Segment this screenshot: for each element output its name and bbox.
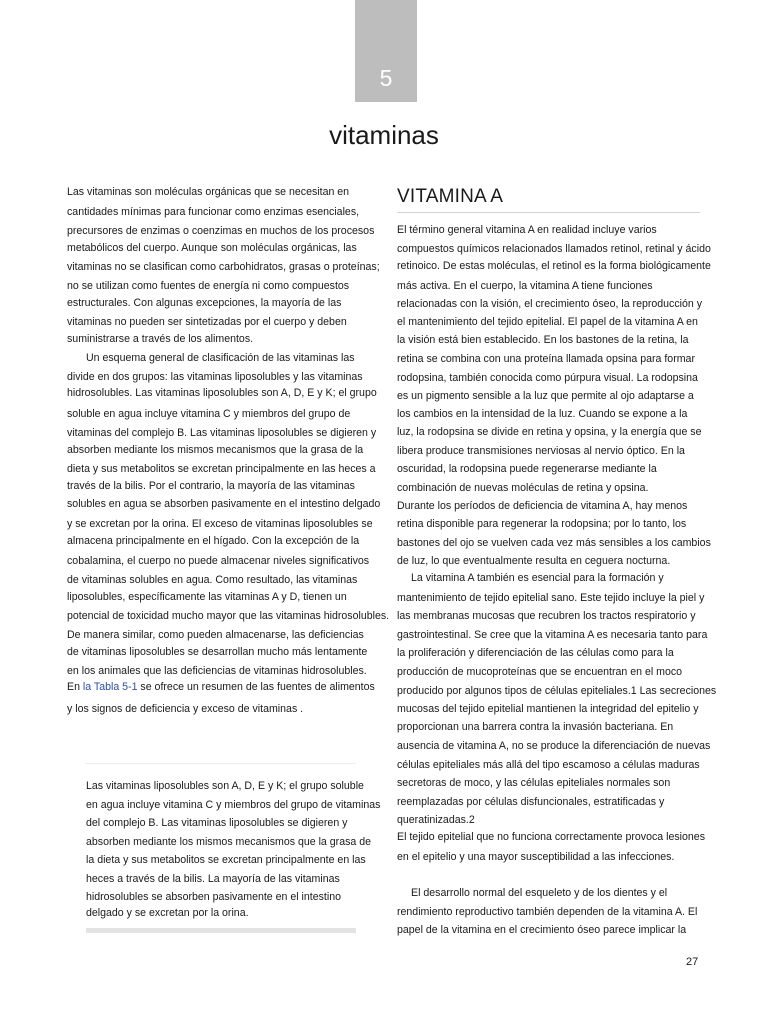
right-line: secretoras de moco, y las células epiteliales normales son xyxy=(397,777,671,789)
right-line: rodopsina, también conocida como púrpura visual. La rodopsina xyxy=(397,372,698,384)
right-line: la proliferación y diferenciación de las células como para la xyxy=(397,647,674,659)
left-line: no se utilizan como fuentes de energía ni como compuestos xyxy=(67,280,350,292)
callout-line: heces a través de la bilis. La mayoría de las vitaminas xyxy=(86,873,340,885)
left-line: metabólicos del cuerpo. Aunque son moléculas orgánicas, las xyxy=(67,242,357,254)
right-line: más activa. En el cuerpo, la vitamina A tiene funciones xyxy=(397,280,653,292)
callout-line: en agua incluye vitamina C y miembros del grupo de vitaminas xyxy=(86,799,381,811)
left-line: dieta y sus metabolitos se excretan principalmente en las heces a xyxy=(67,463,376,475)
callout-line: Las vitaminas liposolubles son A, D, E y K; el grupo soluble xyxy=(86,780,364,792)
left-line: Las vitaminas son moléculas orgánicas que se necesitan en xyxy=(67,186,350,198)
left-line: través de la bilis. Por el contrario, la mayoría de las vitaminas xyxy=(67,480,355,492)
left-line: de vitaminas liposolubles se desarrollan mucho más lentamente xyxy=(67,646,368,658)
left-line: hidrosolubles. Las vitaminas liposolubles son A, D, E y K; el grupo xyxy=(67,387,377,399)
left-line: y los signos de deficiencia y exceso de vitaminas . xyxy=(67,703,304,715)
left-line: estructurales. Con algunas excepciones, la mayoría de las xyxy=(67,297,342,309)
left-line: vitaminas del complejo B. Las vitaminas liposolubles se digieren y xyxy=(67,427,377,439)
right-line: retinoico. De estas moléculas, el retinol es la forma biológicamente xyxy=(397,260,711,272)
right-line: El tejido epitelial que no funciona correctamente provoca lesiones xyxy=(397,831,705,843)
left-line: liposolubles, específicamente las vitaminas A y D, tienen un xyxy=(67,591,347,603)
table-5-1-link[interactable]: la Tabla 5-1 xyxy=(82,681,138,693)
right-line: oscuridad, la rodopsina puede regenerarse mediante la xyxy=(397,463,657,475)
right-line: células epiteliales más allá del tipo escamoso a células maduras xyxy=(397,759,700,771)
callout-top-rule xyxy=(86,763,356,764)
right-line: los cambios en la intensidad de la luz. Cuando se expone a la xyxy=(397,408,688,420)
left-line: Un esquema general de clasificación de las vitaminas las xyxy=(86,352,355,364)
right-line: retina se combina con una proteína llamada opsina para formar xyxy=(397,353,695,365)
left-line: suministrarse a través de los alimentos. xyxy=(67,333,254,345)
right-line: gastrointestinal. Se cree que la vitamina A es necesaria tanto para xyxy=(397,629,708,641)
callout-line: hidrosolubles se absorben pasivamente en el intestino xyxy=(86,891,342,903)
right-line: combinación de nuevas moléculas de retina y opsina. xyxy=(397,482,649,494)
callout-line: absorben mediante los mismos mecanismos que la grasa de xyxy=(86,836,371,848)
right-line: La vitamina A también es esencial para la formación y xyxy=(411,572,664,584)
left-line: solubles en agua se absorben pasivamente en el intestino delgado xyxy=(67,498,381,510)
table-reference-prefix: En xyxy=(67,681,83,693)
chapter-title: vitaminas xyxy=(329,120,439,150)
table-reference-suffix: se ofrece un resumen de las fuentes de alimentos xyxy=(137,681,375,693)
left-line: absorben mediante los mismos mecanismos que la grasa de la xyxy=(67,444,364,456)
left-line: De manera similar, como pueden almacenarse, las deficiencias xyxy=(67,629,364,641)
right-line: las membranas mucosas que recubren los tractos respiratorio y xyxy=(397,610,696,622)
left-line: vitaminas no pueden ser sintetizadas por el cuerpo y deben xyxy=(67,316,347,328)
right-line: de luz, lo que eventualmente resulta en ceguera nocturna. xyxy=(397,555,671,567)
right-line: ausencia de vitamina A, no se produce la diferenciación de nuevas xyxy=(397,740,711,752)
left-line: precursores de enzimas o coenzimas en muchos de los procesos xyxy=(67,225,375,237)
section-heading: VITAMINA A xyxy=(397,186,504,207)
right-line: mantenimiento de tejido epitelial sano. Este tejido incluye la piel y xyxy=(397,592,705,604)
left-line: almacena principalmente en el hígado. Con la excepción de la xyxy=(67,535,360,547)
right-line: libera produce transmisiones nerviosas al nervio óptico. En la xyxy=(397,445,685,457)
callout-line: delgado y se excretan por la orina. xyxy=(86,907,249,919)
right-line: proporcionan una barrera contra la invasión bacteriana. En xyxy=(397,721,674,733)
chapter-number-box xyxy=(355,0,417,102)
right-line: papel de la vitamina en el crecimiento óseo parece implicar la xyxy=(397,924,687,936)
right-line: producción de mucoproteínas que se encuentran en el moco xyxy=(397,666,683,678)
left-line: potencial de toxicidad mucho mayor que las vitaminas hidrosolubles. xyxy=(67,610,390,622)
callout-bottom-bar xyxy=(86,928,356,933)
right-line: reemplazadas por células disfuncionales, estratificadas y xyxy=(397,796,665,808)
right-line: retina disponible para regenerar la rodopsina; por lo tanto, los xyxy=(397,518,687,530)
callout-line: del complejo B. Las vitaminas liposolubles se digieren y xyxy=(86,817,348,829)
right-line: bastones del ojo se vuelven cada vez más sensibles a los cambios xyxy=(397,537,711,549)
table-reference-line xyxy=(67,681,375,694)
page-number: 27 xyxy=(686,956,699,968)
chapter-number: 5 xyxy=(379,65,393,91)
right-line: la visión está bien establecido. En los bastones de la retina, la xyxy=(397,334,689,346)
left-line: y se excretan por la orina. El exceso de vitaminas liposolubles se xyxy=(67,518,373,530)
right-line: rendimiento reproductivo también dependen de la vitamina A. El xyxy=(397,906,698,918)
right-line: relacionadas con la visión, el crecimiento óseo, la reproducción y xyxy=(397,298,703,310)
right-line: compuestos químicos relacionados llamados retinol, retinal y ácido xyxy=(397,243,711,255)
right-line: producido por algunos tipos de células epiteliales.1 Las secreciones xyxy=(397,685,717,697)
right-line: queratinizadas.2 xyxy=(397,814,475,826)
right-line: mucosas del tejido epitelial mantienen la integridad del epitelio y xyxy=(397,703,699,715)
right-line: el mantenimiento del tejido epitelial. El papel de la vitamina A en xyxy=(397,316,698,328)
callout-line: la dieta y sus metabolitos se excretan principalmente en las xyxy=(86,854,366,866)
left-line: de vitaminas solubles en agua. Como resultado, las vitaminas xyxy=(67,574,358,586)
right-line: Durante los períodos de deficiencia de vitamina A, hay menos xyxy=(397,500,688,512)
right-line: El desarrollo normal del esqueleto y de los dientes y el xyxy=(411,887,668,899)
left-line: vitaminas no se clasifican como carbohidratos, grasas o proteínas; xyxy=(67,261,380,273)
right-line: en el epitelio y una mayor susceptibilidad a las infecciones. xyxy=(397,851,675,863)
right-line: El término general vitamina A en realidad incluye varios xyxy=(397,224,657,236)
left-line: soluble en agua incluye vitamina C y miembros del grupo de xyxy=(67,408,351,420)
right-line: es un pigmento sensible a la luz que permite al ojo adaptarse a xyxy=(397,390,694,402)
left-line: en los animales que las deficiencias de vitaminas hidrosolubles. xyxy=(67,665,367,677)
section-heading-rule xyxy=(397,212,700,213)
left-line: cantidades mínimas para funcionar como enzimas esenciales, xyxy=(67,206,360,218)
left-line: cobalamina, el cuerpo no puede almacenar niveles significativos xyxy=(67,555,370,567)
left-line: divide en dos grupos: las vitaminas liposolubles y las vitaminas xyxy=(67,371,363,383)
right-line: luz, la rodopsina se divide en retina y opsina, y la energía que se xyxy=(397,426,702,438)
